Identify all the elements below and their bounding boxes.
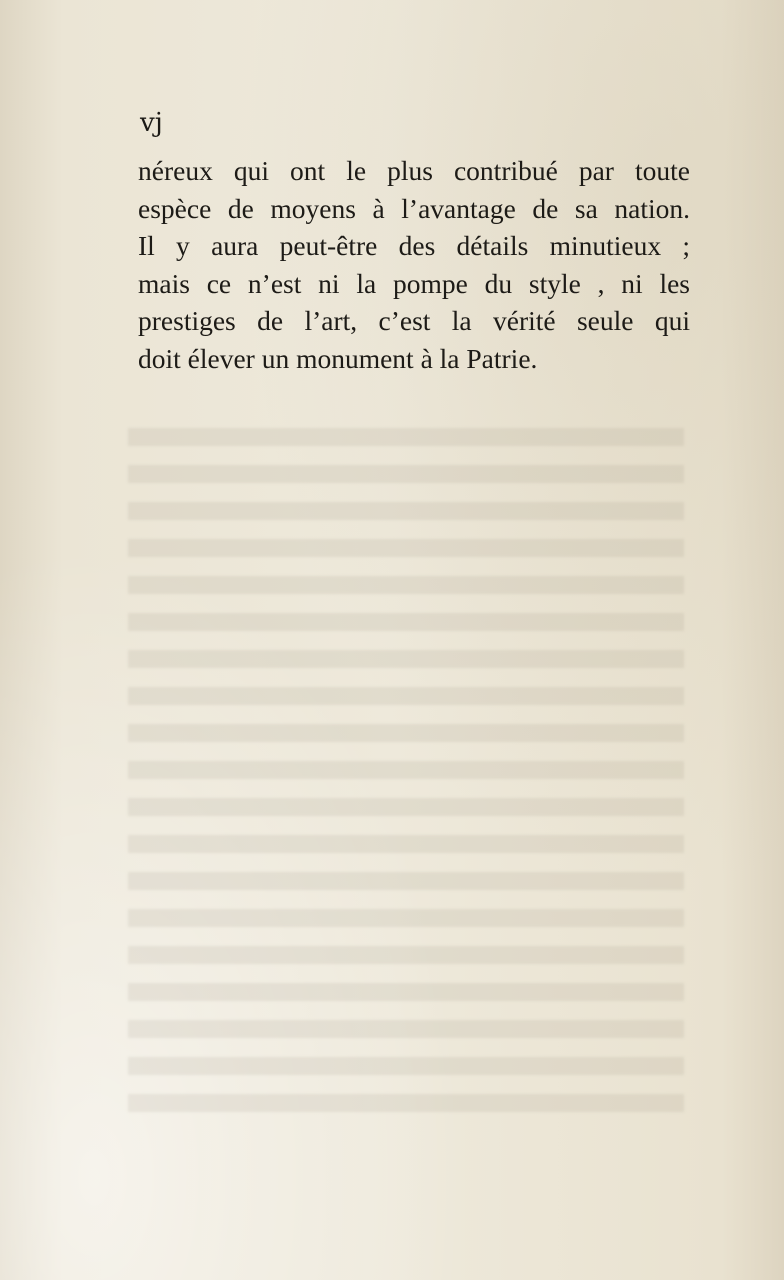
text-line: prestiges de l’art, c’est la vérité seule qui xyxy=(138,305,690,336)
body-text xyxy=(138,152,690,377)
text-line: néreux qui ont le plus contribué par toute xyxy=(138,155,690,186)
show-through-texture xyxy=(128,420,684,1120)
text-line: Il y aura peut-être des détails minutieux ; xyxy=(138,230,690,261)
text-line: espèce de moyens à l’avantage de sa nation. xyxy=(138,192,690,224)
text-line: doit élever un monument à la Patrie. xyxy=(138,342,538,374)
page-number: vj xyxy=(140,108,163,138)
text-line: mais ce n’est ni la pompe du style , ni les xyxy=(138,267,690,299)
